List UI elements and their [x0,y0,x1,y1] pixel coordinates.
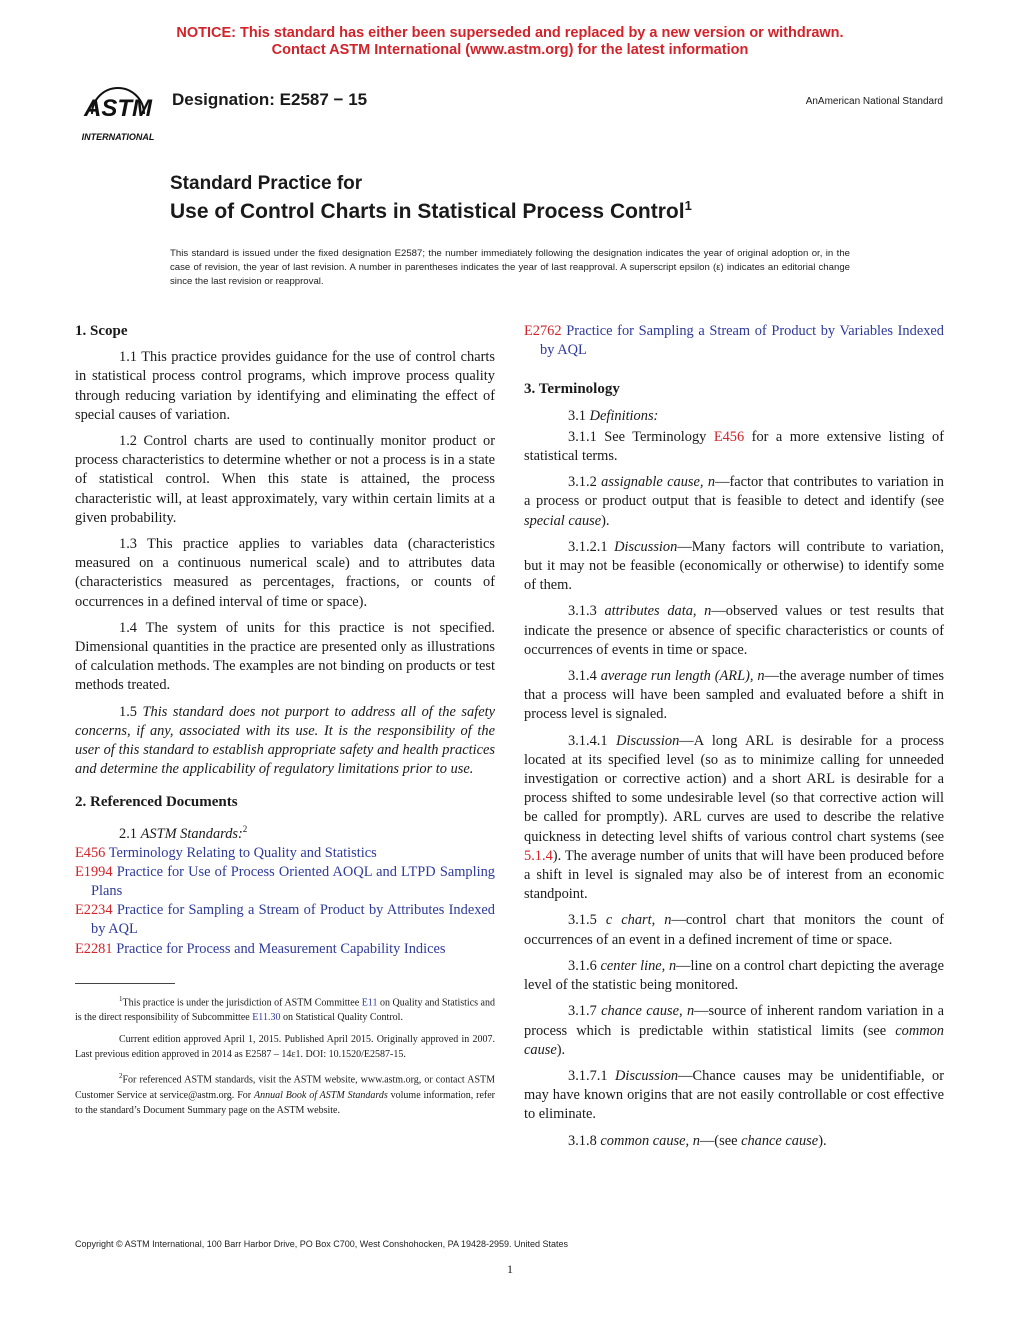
para-3-1-3 [524,602,944,660]
footnote-link-e11-30[interactable]: E11.30 [252,1012,281,1024]
para-1-2: 1.2 Control charts are used to continually monitor product or process characteristics to determine whether or not a process is in a state of statistical control. When this state is attained, the process characteristic will, at least approximately, vary within certain limits at a given probability. [75,433,495,526]
footnote-1-mark: 1 [119,994,123,1003]
ref-e1994[interactable] [75,863,495,901]
para-3-1-4-1-number: 3.1.4.1 [568,732,617,749]
footnote-1-text-b: on Quality and Statistics and is the direct responsibility of Subcommittee [75,997,495,1024]
para-3-1-4-1 [524,732,944,905]
ref-code[interactable]: E2762 [524,323,562,339]
para-3-1-text: Definitions: [589,407,659,424]
ref-code[interactable]: E2281 [75,940,113,957]
para-3-1-5-text: —control chart that monitors the count of occurrences of an event in a defined increment of time or space. [524,912,944,948]
para-1-4: 1.4 The system of units for this practice is not specified. Dimensional quantities in the practice are presented only as illustrations of calculation methods. The examples are not binding on products or test methods treated. [75,619,495,694]
title-line-1: Standard Practice for [170,173,363,194]
ref-e2762[interactable] [524,322,944,360]
footnote-2 [75,1069,495,1117]
para-2-1 [75,820,495,844]
ref-e456[interactable] [75,844,495,863]
scope-heading: 1. Scope [75,323,128,339]
para-3-1-7-number: 3.1.7 [568,1003,602,1020]
para-3-1-7-1-number: 3.1.7.1 [568,1067,615,1084]
term-attributes-data: attributes data, n [604,603,712,620]
para-3-1-2 [524,473,944,531]
footnote-1 [75,992,495,1025]
para-3-1-7-1 [524,1067,944,1125]
title-footnote-mark: 1 [684,198,692,213]
ref-title[interactable]: Practice for Use of Process Oriented AOQL and LTPD Sampling Plans [91,863,495,900]
term-assignable-cause: assignable cause, n [601,474,716,491]
para-3-1-7-1-text: —Chance causes may be unidentifiable, or may have known origins that are not easily controllable or cost effective to eliminate. [524,1067,945,1123]
terminology-heading: 3. Terminology [524,381,620,398]
notice-line-1: NOTICE: This standard has either been superseded and replaced by a new version or withdrawn. [176,25,844,41]
ref-title[interactable]: Practice for Sampling a Stream of Product by Variables Indexed by AQL [540,323,944,359]
link-e456[interactable]: E456 [713,428,745,445]
discussion-label: Discussion [616,732,680,749]
ref-e2281[interactable] [75,940,495,959]
footnote-1-text-c: on Statistical Quality Control. [280,1012,403,1024]
logo-letters: ASTM [84,95,152,122]
term-common-cause: common cause, n [600,1132,700,1149]
copyright-line: Copyright © ASTM International, 100 Barr Harbor Drive, PO Box C700, West Conshohocken, PA 19428-2959. United States [75,1239,569,1249]
footnote-2-text-b: volume information, refer to the standard’s Document Summary page on the ASTM website. [75,1089,495,1116]
issued-note: This standard is issued under the fixed designation E2587; the number immediately following the designation indicates the year of original adoption or, in the case of revision, the year of last revision. A number in parentheses indicates the year of last reapproval. A superscript epsilon (ε) indicates an editorial change since the last revision or reapproval. [170,248,850,287]
discussion-label: Discussion [614,538,678,555]
para-3-1-7 [524,1002,944,1060]
footnote-2-text-a: For referenced ASTM standards, visit the ASTM website, www.astm.org, or contact ASTM Customer Service at service@astm.org. For [75,1074,495,1101]
para-3-1-6-text: —line on a control chart depicting the average level of the statistic being monitored. [524,957,944,994]
logo-subtitle: INTERNATIONAL [81,132,155,142]
para-3-1-3-number: 3.1.3 [568,603,605,620]
para-2-1-number: 2.1 [119,825,141,842]
para-3-1-4-1-text-a: —A long ARL is desirable for a process located at its specified level (so as to minimize calling for unneeded investigation or corrective action) and a short ARL is desirable for a process shifted to some undesirable level (so that corrective action will be called for promptly). ARL curves are used to describe the relative quickness in detecting level shifts of various control chart systems (see [524,732,945,845]
title-line-2 [170,198,692,224]
para-3-1-2-text-b: ). [601,512,610,529]
para-3-1-5 [524,911,944,949]
para-3-1-4-number: 3.1.4 [568,668,601,685]
ref-special-cause: special cause [524,512,602,529]
para-1-5-number: 1.5 [119,703,143,720]
footnote-2-italic: Annual Book of ASTM Standards [253,1089,388,1101]
ref-code[interactable]: E456 [75,844,106,861]
para-3-1-7-text-b: ). [556,1041,566,1058]
para-3-1-8-number: 3.1.8 [568,1132,601,1149]
astm-logo-icon [76,74,160,144]
para-1-5-text: This standard does not purport to address all of the safety concerns, if any, associated with its use. It is the responsibility of the user of this standard to establish appropriate safety and health practices and determine the applicability of regulatory limitations prior to use. [75,703,495,778]
ref-title[interactable]: Terminology Relating to Quality and Statistics [108,844,377,861]
para-1-3: 1.3 This practice applies to variables data (characteristics measured on a continuous numerical scale) and to attributes data (characteristics measured as percentages, fractions, or counts of occurrences in a defined interval of time or space). [75,536,495,610]
ref-chance-cause: chance cause [741,1132,819,1149]
para-3-1-8-text-a: —(see [699,1132,742,1149]
ref-title[interactable]: Practice for Sampling a Stream of Product by Attributes Indexed by AQL [91,902,495,938]
discussion-label: Discussion [614,1067,679,1084]
para-3-1-5-number: 3.1.5 [568,912,606,929]
para-3-1-6-number: 3.1.6 [568,957,601,974]
para-3-1-number: 3.1 [568,407,590,424]
designation: Designation: E2587 − 15 [172,90,368,109]
left-column [75,322,495,1125]
para-3-1-4 [524,667,944,725]
withdrawn-notice [0,25,1020,59]
national-standard-label: AnAmerican National Standard [805,96,943,107]
term-c-chart: c chart, n [605,912,672,929]
para-3-1-4-1-text-b: ). The average number of units that will have been produced before a shift in level is signaled may also be of interest from an economic standpoint. [524,847,944,903]
para-2-1-text: ASTM Standards: [140,825,243,842]
footnote-divider [75,983,175,984]
para-3-1-2-number: 3.1.2 [568,474,602,491]
para-3-1-1-text-a: 3.1.1 See Terminology [568,428,714,445]
referenced-documents-heading: 2. Referenced Documents [75,794,238,811]
para-3-1-4-text: —the average number of times that a process will have been sampled and evaluated before a shift in process level is signaled. [524,668,944,723]
notice-line-2: Contact ASTM International (www.astm.org) for the latest information [271,42,749,58]
para-3-1-6 [524,957,944,995]
ref-common-cause: common cause [524,1022,944,1058]
footnote-1-edition: Current edition approved April 1, 2015. Published April 2015. Originally approved in 2007. Last previous edition approved in 2014 as E2587 – 14ε1. DOI: 10.1520/E2587-15. [75,1034,495,1061]
para-3-1-3-text: —observed values or test results that indicate the presence or absence of specific characteristics or counts of occurrences of events in time or space. [524,603,944,658]
para-3-1-7-text-a: —source of inherent random variation in a process which is predictable within statistical limits (see [524,1003,944,1039]
footnote-2-mark: 2 [119,1072,123,1081]
para-3-1-2-1 [524,538,944,596]
para-3-1 [524,407,944,426]
link-5-1-4[interactable]: 5.1.4 [524,847,553,864]
footnote-link-e11[interactable]: E11 [361,997,378,1009]
para-3-1-2-1-text: —Many factors will contribute to variation, but it may not be feasible (economically or otherwise) to identify some of them. [524,538,944,594]
term-chance-cause: chance cause, n [601,1003,695,1020]
ref-code[interactable]: E2234 [75,902,113,919]
term-average-run-length: average run length (ARL), n [600,668,765,685]
para-3-1-1-text-b: for a more extensive listing of statistical terms. [524,428,944,465]
para-2-1-footnote-mark: 2 [242,823,248,834]
para-3-1-1 [524,428,944,466]
para-3-1-8 [524,1132,944,1151]
right-column [524,322,944,1158]
footnote-1-text-a: This practice is under the jurisdiction of ASTM Committee [122,997,362,1009]
para-1-5 [75,703,495,780]
term-center-line: center line, n [600,957,677,974]
para-3-1-2-text-a: —factor that contributes to variation in a process or product output that is feasible to detect and identify (see [524,474,944,510]
ref-title[interactable]: Practice for Process and Measurement Capability Indices [116,940,446,957]
para-3-1-8-text-b: ). [818,1132,827,1149]
para-1-1: 1.1 This practice provides guidance for the use of control charts in statistical process control programs, which improve process quality through reducing variation by identifying and eliminating the effect of special causes of variation. [75,349,495,423]
title-main: Use of Control Charts in Statistical Process Control [170,200,685,223]
ref-e2234[interactable] [75,901,495,939]
ref-code[interactable]: E1994 [75,863,113,880]
para-3-1-2-1-number: 3.1.2.1 [568,538,615,555]
page-number: 1 [507,1262,513,1276]
